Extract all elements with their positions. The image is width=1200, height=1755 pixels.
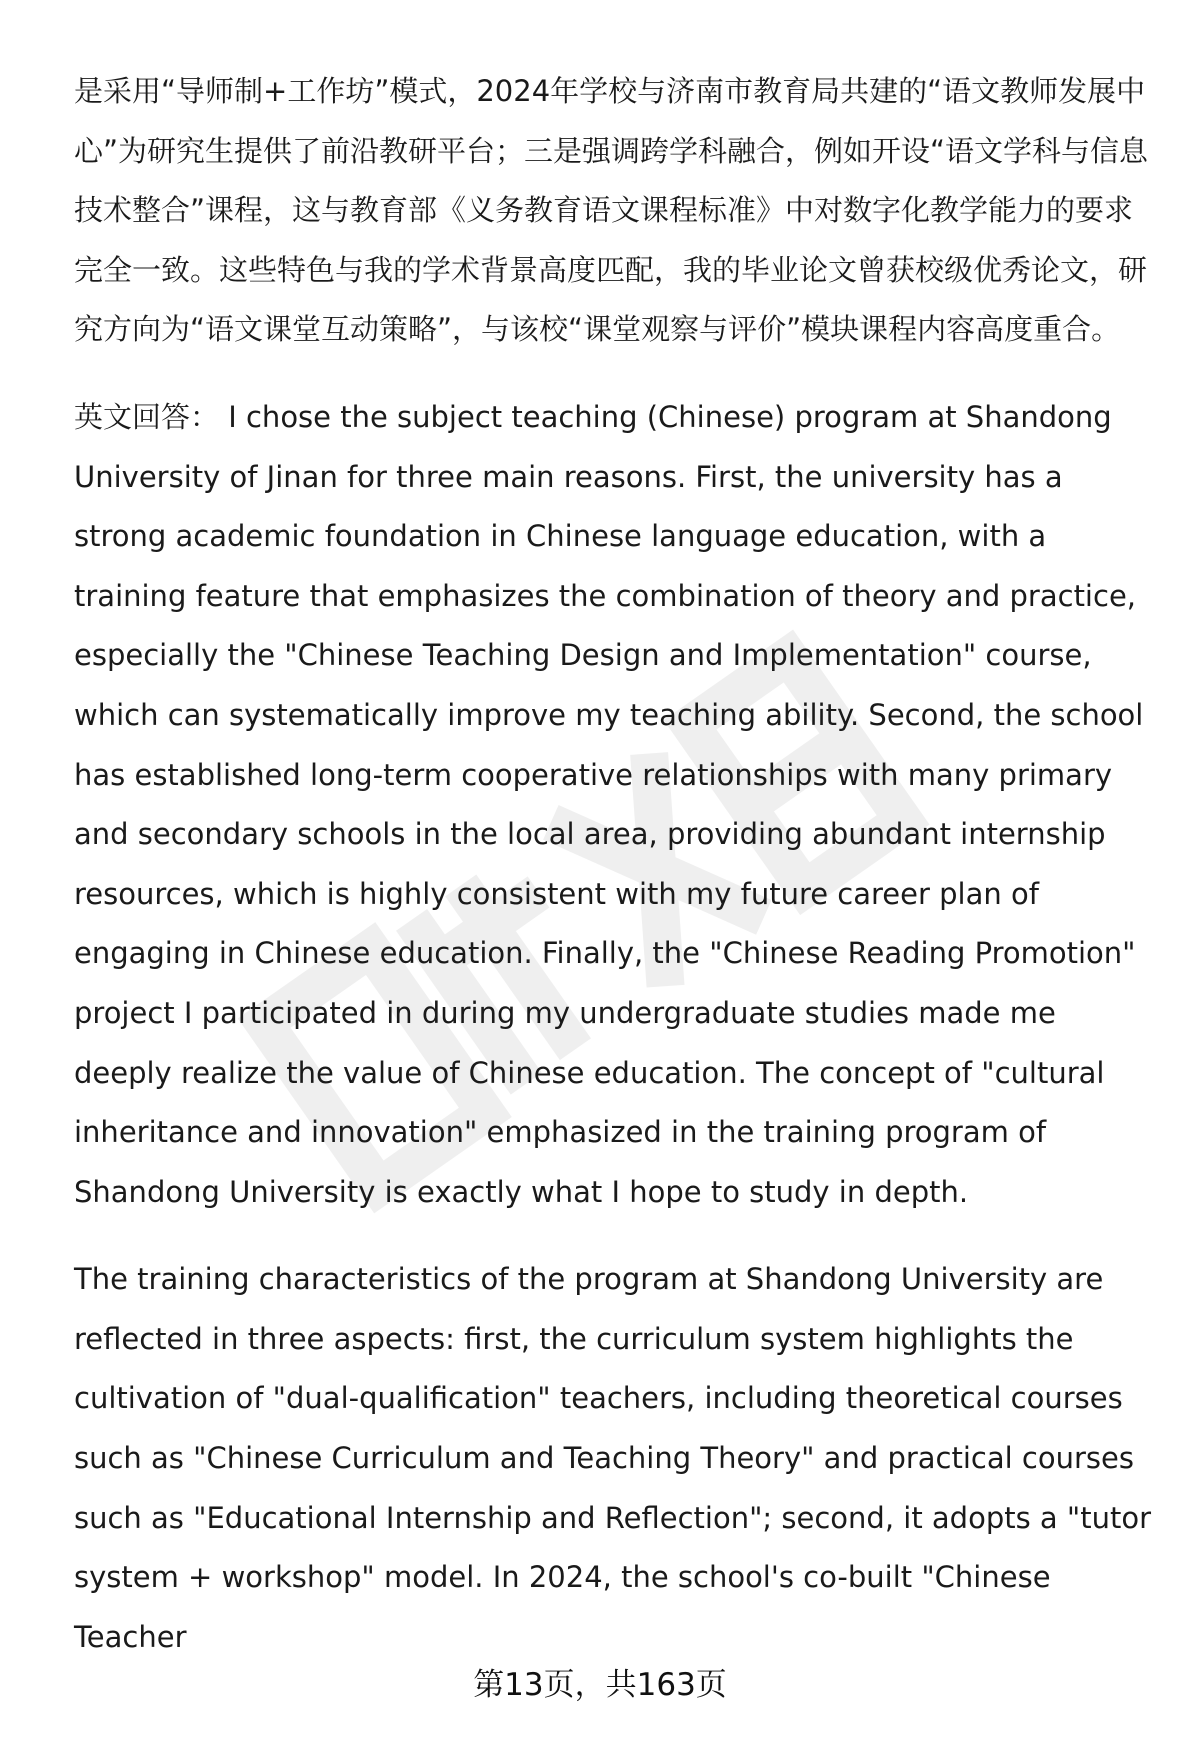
paragraph-english-answer: 英文回答： I chose the subject teaching (Chinese) program at Shandong University of Jinan for three main reasons. First, the university has a strong academic foundation in Chinese language education, with a training feature that emphasizes the combination of theory and practice, especially the "Chinese Teaching Design and Implementation" course, which can systematically improve my teaching ability. Second, the school has established long-term cooperative relationships with many primary and secondary schools in the local area, providing abundant internship resources, which is highly consistent with my future career plan of engaging in Chinese education. Finally, the "Chinese Reading Promotion" project I participated in during my undergraduate studies made me deeply realize the value of Chinese education. The concept of "cultural inheritance and innovation" emphasized in the training program of Shandong University is exactly what I hope to study in depth. [74,399,1144,1209]
page-number-footer: 第13页，共163页 [473,1667,727,1703]
document-page [74,62,1156,1667]
paragraph-training-characteristics: The training characteristics of the program at Shandong University are reflected in three aspects: first, the curriculum system highlights the cultivation of "dual-qualification" teachers, including theoretical courses such as "Chinese Curriculum and Teaching Theory" and practical courses such as "Educational Internship and Reflection"; second, it adopts a "tutor system + workshop" model. In 2024, the school's co-built "Chinese Teacher [74,1262,1152,1654]
paragraph-chinese-continuation: 是采用“导师制+工作坊”模式，2024年学校与济南市教育局共建的“语文教师发展中心”为研究生提供了前沿教研平台；三是强调跨学科融合，例如开设“语文学科与信息技术整合”课程，这与教育部《义务教育语文课程标准》中对数字化教学能力的要求完全一致。这些特色与我的学术背景高度匹配，我的毕业论文曾获校级优秀论文，研究方向为“语文课堂互动策略”，与该校“课堂观察与评价”模块课程内容高度重合。 [74,74,1149,347]
